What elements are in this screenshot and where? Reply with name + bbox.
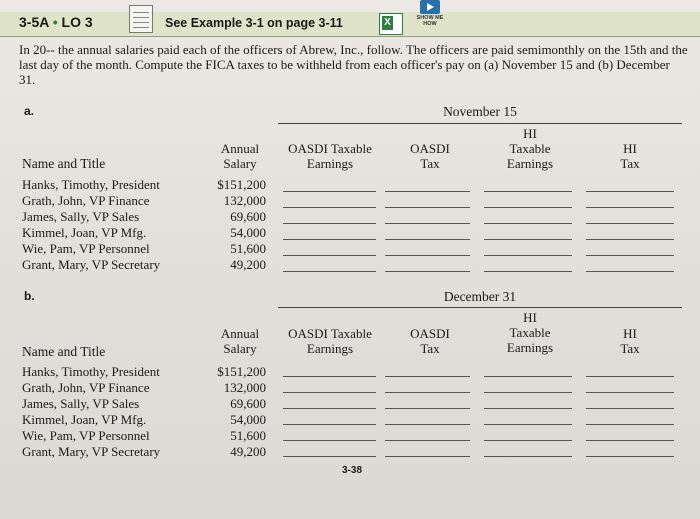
section-a-oasdi-tax-header [390,141,470,171]
hi-tax-blank[interactable] [586,376,674,377]
oasdi-taxable-earnings-blank[interactable] [283,239,376,240]
hi-tax-blank[interactable] [586,223,674,224]
hi-tax-blank[interactable] [586,207,674,208]
tax-label: Tax [420,341,440,356]
hi-tax-blank[interactable] [586,440,674,441]
oasdi-taxable-earnings-blank[interactable] [283,440,376,441]
hi-taxable-earnings-blank[interactable] [484,376,572,377]
section-b-label: b. [24,289,35,303]
oasdi-taxable-earnings-blank[interactable] [283,271,376,272]
officer-salary: 49,200 [230,444,266,459]
oasdi-tax-blank[interactable] [385,376,470,377]
officer-name: Wie, Pam, VP Personnel [22,241,150,256]
oasdi-tax-blank[interactable] [385,408,470,409]
officer-name: James, Sally, VP Sales [22,396,140,411]
oasdi-tax-blank[interactable] [385,424,470,425]
earnings-label: Earnings [306,156,354,171]
hi-taxable-earnings-blank[interactable] [484,207,572,208]
hi-taxable-earnings-blank[interactable] [484,440,572,441]
worksheet-icon [129,5,153,33]
annual-label: Annual [220,326,260,341]
officer-name: Grant, Mary, VP Secretary [22,444,161,459]
tax-label: Tax [620,156,640,171]
officer-name: Hanks, Timothy, President [22,364,160,379]
section-a-hi-taxable-header [488,126,572,171]
section-a-names [22,177,160,273]
hi-tax-blank[interactable] [586,408,674,409]
hi-label: HI [523,310,537,325]
problem-text: In 20-- the annual salaries paid each of the officers of Abrew, Inc., follow. The officers are paid semimonthly on the 15th and the last day of the month. Compute the FICA taxes to be withheld from each officer's pay on (a) November 15 and (b) December 31. [19,42,688,87]
hi-tax-blank[interactable] [586,392,674,393]
section-a-hi-tax-header [595,141,665,171]
section-b-date-rule [278,307,682,308]
hi-label: HI [623,326,637,341]
officer-salary: 49,200 [230,257,266,272]
show-me-how-label: SHOW ME HOW [416,15,444,27]
officer-salary: 132,000 [223,193,266,208]
hi-taxable-earnings-blank[interactable] [484,392,572,393]
section-b-hi-taxable-header [488,310,572,355]
oasdi-tax-blank[interactable] [385,456,470,457]
show-me-how-icon[interactable] [412,0,448,34]
earnings-label: Earnings [306,341,354,356]
officer-salary: 54,000 [230,412,266,427]
officer-salary: $151,200 [217,177,266,192]
officer-salary: 132,000 [223,380,266,395]
officer-name: Grant, Mary, VP Secretary [22,257,161,272]
hi-tax-blank[interactable] [586,191,674,192]
oasdi-tax-blank[interactable] [385,207,470,208]
page-number: 3-38 [342,465,363,476]
earnings-label: Earnings [506,340,554,355]
hi-taxable-earnings-blank[interactable] [484,191,572,192]
section-a-annual-salary-header [205,141,275,171]
hi-tax-blank[interactable] [586,271,674,272]
problem-number: 3-5A [19,14,49,30]
oasdi-taxable-earnings-blank[interactable] [283,255,376,256]
oasdi-tax-blank[interactable] [385,239,470,240]
section-b-salaries [206,364,266,460]
officer-name: Wie, Pam, VP Personnel [22,428,150,443]
oasdi-tax-blank[interactable] [385,271,470,272]
officer-salary: 51,600 [230,241,266,256]
oasdi-tax-blank[interactable] [385,440,470,441]
oasdi-taxable-earnings-blank[interactable] [283,408,376,409]
hi-taxable-earnings-blank[interactable] [484,255,572,256]
section-a-date-rule [278,123,682,124]
hi-label: HI [623,141,637,156]
officer-name: James, Sally, VP Sales [22,209,140,224]
bullet: • [52,14,58,30]
see-example-ref: See Example 3-1 on page 3-11 [165,16,343,30]
section-a-oasdi-taxable-header [278,141,382,171]
tax-label: Tax [420,156,440,171]
officer-salary: $151,200 [217,364,266,379]
oasdi-taxable-label: OASDI Taxable [288,141,372,156]
excel-icon[interactable]: X [379,13,403,35]
hi-taxable-earnings-blank[interactable] [484,271,572,272]
hi-taxable-earnings-blank[interactable] [484,223,572,224]
officer-name: Kimmel, Joan, VP Mfg. [22,225,147,240]
hi-taxable-earnings-blank[interactable] [484,239,572,240]
section-a-date: November 15 [443,104,517,119]
section-b-name-title-header: Name and Title [22,344,106,359]
taxable-label: Taxable [509,325,551,340]
section-b-date: December 31 [443,289,517,304]
officer-salary: 69,600 [230,396,266,411]
problem-header [0,0,700,36]
hi-tax-blank[interactable] [586,255,674,256]
officer-salary: 54,000 [230,225,266,240]
salary-label: Salary [223,156,257,171]
section-b-hi-tax-header [595,326,665,356]
section-a-name-title-header: Name and Title [22,156,106,171]
oasdi-taxable-earnings-blank[interactable] [283,191,376,192]
tax-label: Tax [620,341,640,356]
officer-name: Grath, John, VP Finance [22,380,150,395]
oasdi-taxable-earnings-blank[interactable] [283,456,376,457]
section-b-oasdi-tax-header [390,326,470,356]
hi-taxable-earnings-blank[interactable] [484,408,572,409]
section-b-oasdi-taxable-header [278,326,382,356]
oasdi-label: OASDI [410,326,450,341]
officer-salary: 51,600 [230,428,266,443]
hi-taxable-earnings-blank[interactable] [484,456,572,457]
taxable-label: Taxable [509,141,551,156]
salary-label: Salary [223,341,257,356]
hi-tax-blank[interactable] [586,239,674,240]
earnings-label: Earnings [506,156,554,171]
oasdi-tax-blank[interactable] [385,255,470,256]
oasdi-taxable-earnings-blank[interactable] [283,424,376,425]
section-b-annual-salary-header [205,326,275,356]
section-b-names [22,364,160,460]
header-band [0,12,700,37]
annual-label: Annual [220,141,260,156]
oasdi-taxable-earnings-blank[interactable] [283,376,376,377]
hi-tax-blank[interactable] [586,456,674,457]
oasdi-tax-blank[interactable] [385,392,470,393]
oasdi-tax-blank[interactable] [385,223,470,224]
oasdi-tax-blank[interactable] [385,191,470,192]
learning-objective: LO 3 [61,14,93,30]
problem-id [19,14,93,30]
oasdi-label: OASDI [410,141,450,156]
oasdi-taxable-earnings-blank[interactable] [283,223,376,224]
section-a-salaries [206,177,266,273]
officer-name: Kimmel, Joan, VP Mfg. [22,412,147,427]
hi-tax-blank[interactable] [586,424,674,425]
oasdi-taxable-label: OASDI Taxable [288,326,372,341]
oasdi-taxable-earnings-blank[interactable] [283,392,376,393]
officer-name: Grath, John, VP Finance [22,193,150,208]
section-a-label: a. [24,104,35,118]
hi-label: HI [523,126,537,141]
officer-name: Hanks, Timothy, President [22,177,160,192]
hi-taxable-earnings-blank[interactable] [484,424,572,425]
oasdi-taxable-earnings-blank[interactable] [283,207,376,208]
officer-salary: 69,600 [230,209,266,224]
